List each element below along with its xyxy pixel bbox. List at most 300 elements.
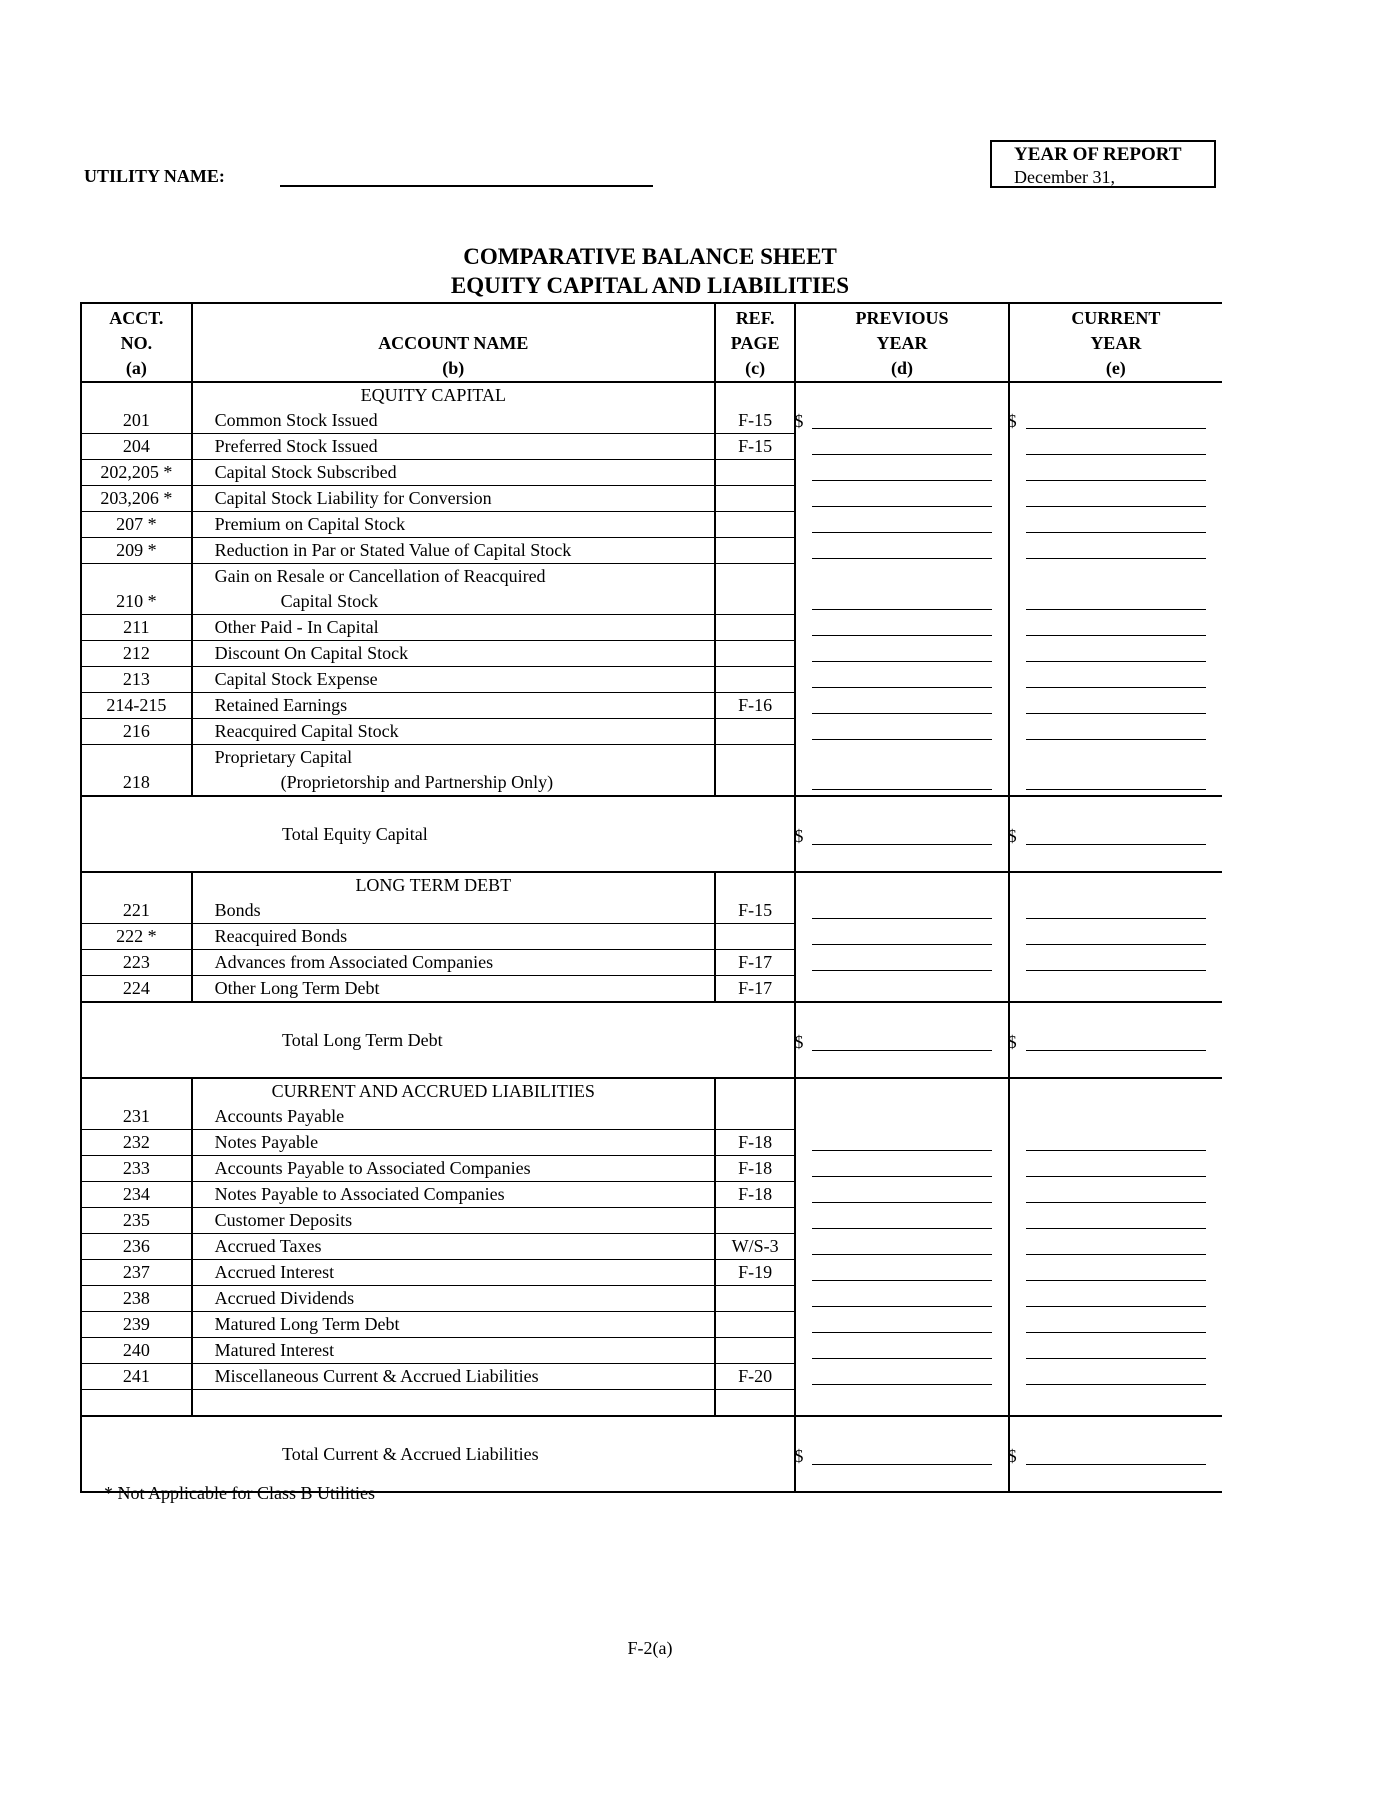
previous-year-amount[interactable] xyxy=(795,1234,1008,1260)
account-name-text: Gain on Resale or Cancellation of Reacquired xyxy=(214,566,546,586)
account-name xyxy=(192,641,715,667)
amount-input-line[interactable] xyxy=(1026,739,1206,740)
account-row xyxy=(81,1286,1222,1312)
current-year-amount[interactable] xyxy=(1009,1104,1222,1130)
account-name xyxy=(192,1364,715,1390)
account-name-text: Notes Payable xyxy=(214,1132,319,1152)
current-year-amount[interactable] xyxy=(1009,512,1222,538)
previous-year-amount[interactable] xyxy=(795,641,1008,667)
amount-input-line[interactable] xyxy=(1026,1176,1206,1177)
account-row xyxy=(81,1130,1222,1156)
account-row xyxy=(81,667,1222,693)
acct-no xyxy=(81,1390,192,1417)
total-previous-year[interactable] xyxy=(795,796,1008,872)
amount-input-line[interactable] xyxy=(812,454,991,455)
amount-input-line[interactable] xyxy=(1026,1254,1206,1255)
amount-input-line[interactable] xyxy=(812,789,991,790)
acct-no: 202,205 * xyxy=(81,460,192,486)
account-name-text: Retained Earnings xyxy=(214,695,348,715)
amount-input-line[interactable] xyxy=(1026,687,1206,688)
ref-page: F-17 xyxy=(715,950,795,976)
account-name-text: Reacquired Bonds xyxy=(214,926,348,946)
account-row xyxy=(81,1312,1222,1338)
amount-input-line[interactable] xyxy=(1026,1384,1206,1385)
account-row xyxy=(81,1338,1222,1364)
current-year-cell xyxy=(1009,1078,1222,1104)
acct-no: 231 xyxy=(81,1104,192,1130)
account-row xyxy=(81,408,1222,434)
ref-page-cell xyxy=(715,1078,795,1104)
ref-page xyxy=(715,460,795,486)
acct-no: 216 xyxy=(81,719,192,745)
account-name-text: Accounts Payable xyxy=(214,1106,345,1126)
current-year-amount[interactable] xyxy=(1009,1390,1222,1417)
previous-year-amount[interactable] xyxy=(795,719,1008,745)
section-heading: LONG TERM DEBT xyxy=(192,872,715,898)
amount-input-line[interactable] xyxy=(812,1228,991,1229)
total-current-year[interactable] xyxy=(1009,1416,1222,1492)
acct-no: 214-215 xyxy=(81,693,192,719)
amount-input-line[interactable] xyxy=(812,1384,991,1385)
acct-no: 209 * xyxy=(81,538,192,564)
account-name xyxy=(192,460,715,486)
amount-input-line[interactable] xyxy=(812,1306,991,1307)
current-year-amount[interactable] xyxy=(1009,486,1222,512)
account-name xyxy=(192,1234,715,1260)
account-row xyxy=(81,1104,1222,1130)
account-row xyxy=(81,1260,1222,1286)
previous-year-amount[interactable] xyxy=(795,615,1008,641)
header-previous-year: PREVIOUS YEAR (d) xyxy=(795,303,1008,382)
acct-no: 203,206 * xyxy=(81,486,192,512)
current-year-amount[interactable] xyxy=(1009,641,1222,667)
dollar-sign: $ xyxy=(1007,1446,1017,1466)
ref-page xyxy=(715,719,795,745)
ref-page xyxy=(715,1286,795,1312)
amount-input-line[interactable] xyxy=(812,713,991,714)
previous-year-amount[interactable] xyxy=(795,924,1008,950)
previous-year-amount[interactable] xyxy=(795,898,1008,924)
previous-year-amount[interactable] xyxy=(795,950,1008,976)
account-row xyxy=(81,950,1222,976)
amount-input-line[interactable] xyxy=(1026,1358,1206,1359)
acct-no: 213 xyxy=(81,667,192,693)
previous-year-amount[interactable] xyxy=(795,1338,1008,1364)
dollar-sign: $ xyxy=(794,1032,804,1052)
amount-input-line[interactable] xyxy=(1026,1464,1206,1465)
ref-page: F-17 xyxy=(715,976,795,1003)
account-name-text: Capital Stock Expense xyxy=(214,669,378,689)
acct-no: 218 xyxy=(81,745,192,797)
account-row xyxy=(81,1208,1222,1234)
amount-input-line[interactable] xyxy=(812,1332,991,1333)
amount-input-line[interactable] xyxy=(812,661,991,662)
amount-input-line[interactable] xyxy=(812,1464,991,1465)
previous-year-cell xyxy=(795,1078,1008,1104)
acct-no: 201 xyxy=(81,408,192,434)
amount-input-line[interactable] xyxy=(1026,1050,1206,1051)
amount-input-line[interactable] xyxy=(1026,506,1206,507)
acct-no: 235 xyxy=(81,1208,192,1234)
account-name xyxy=(192,1156,715,1182)
current-year-amount[interactable] xyxy=(1009,1208,1222,1234)
acct-no: 212 xyxy=(81,641,192,667)
account-name-text: Notes Payable to Associated Companies xyxy=(214,1184,505,1204)
previous-year-amount[interactable] xyxy=(795,1260,1008,1286)
account-name-text: Capital Stock Subscribed xyxy=(214,462,397,482)
previous-year-amount[interactable] xyxy=(795,693,1008,719)
current-year-amount[interactable] xyxy=(1009,538,1222,564)
account-name-text: Premium on Capital Stock xyxy=(214,514,406,534)
amount-input-line[interactable] xyxy=(812,687,991,688)
previous-year-amount[interactable] xyxy=(795,486,1008,512)
current-year-amount[interactable] xyxy=(1009,1234,1222,1260)
account-name-text: Accrued Dividends xyxy=(214,1288,355,1308)
account-name xyxy=(192,615,715,641)
footnote: * Not Applicable for Class B Utilities xyxy=(104,1483,375,1503)
current-year-amount[interactable] xyxy=(1009,1182,1222,1208)
acct-no: 222 * xyxy=(81,924,192,950)
acct-no: 207 * xyxy=(81,512,192,538)
account-name-continued: (Proprietorship and Partnership Only) xyxy=(280,772,554,792)
amount-input-line[interactable] xyxy=(1026,532,1206,533)
ref-page: F-18 xyxy=(715,1130,795,1156)
acct-no-cell xyxy=(81,1078,192,1104)
current-year-amount[interactable] xyxy=(1009,408,1222,434)
amount-input-line[interactable] xyxy=(812,918,991,919)
amount-input-line[interactable] xyxy=(812,970,991,971)
section-heading-row xyxy=(81,382,1222,408)
previous-year-amount[interactable] xyxy=(795,512,1008,538)
account-row xyxy=(81,1156,1222,1182)
ref-page xyxy=(715,538,795,564)
account-name xyxy=(192,898,715,924)
account-row xyxy=(81,538,1222,564)
header-acct-no: ACCT. NO. (a) xyxy=(81,303,192,382)
account-name-text: Customer Deposits xyxy=(214,1210,353,1230)
amount-input-line[interactable] xyxy=(812,558,991,559)
account-row xyxy=(81,641,1222,667)
current-year-amount[interactable] xyxy=(1009,924,1222,950)
amount-input-line[interactable] xyxy=(1026,609,1206,610)
ref-page xyxy=(715,512,795,538)
previous-year-cell xyxy=(795,382,1008,408)
dollar-sign: $ xyxy=(1007,826,1017,846)
section-heading-row xyxy=(81,1078,1222,1104)
total-label: Total Equity Capital xyxy=(81,796,795,872)
acct-no: 239 xyxy=(81,1312,192,1338)
ref-page xyxy=(715,1312,795,1338)
amount-input-line[interactable] xyxy=(1026,635,1206,636)
ref-page xyxy=(715,564,795,615)
header-ref-page: REF. PAGE (c) xyxy=(715,303,795,382)
ref-page xyxy=(715,486,795,512)
account-row xyxy=(81,693,1222,719)
utility-name-field[interactable] xyxy=(280,185,653,187)
acct-no: 210 * xyxy=(81,564,192,615)
acct-no-cell xyxy=(81,382,192,408)
account-row xyxy=(81,1390,1222,1417)
amount-input-line[interactable] xyxy=(1026,970,1206,971)
amount-input-line[interactable] xyxy=(1026,844,1206,845)
page-number: F-2(a) xyxy=(627,1638,673,1658)
current-year-cell xyxy=(1009,872,1222,898)
total-previous-year[interactable] xyxy=(795,1416,1008,1492)
account-name-text: Other Paid - In Capital xyxy=(214,617,379,637)
amount-input-line[interactable] xyxy=(812,1254,991,1255)
ref-page: W/S-3 xyxy=(715,1234,795,1260)
account-name xyxy=(192,1312,715,1338)
account-row xyxy=(81,976,1222,1003)
amount-input-line[interactable] xyxy=(1026,1332,1206,1333)
section-heading: CURRENT AND ACCRUED LIABILITIES xyxy=(192,1078,715,1104)
amount-input-line[interactable] xyxy=(812,1202,991,1203)
account-name xyxy=(192,745,715,797)
ref-page: F-18 xyxy=(715,1156,795,1182)
ref-page xyxy=(715,1338,795,1364)
amount-input-line[interactable] xyxy=(812,944,991,945)
year-of-report-title: YEAR OF REPORT xyxy=(1014,144,1182,165)
current-year-amount[interactable] xyxy=(1009,564,1222,615)
acct-no: 237 xyxy=(81,1260,192,1286)
account-name-text: Accrued Taxes xyxy=(214,1236,322,1256)
previous-year-amount[interactable] xyxy=(795,564,1008,615)
current-year-amount[interactable] xyxy=(1009,1156,1222,1182)
current-year-amount[interactable] xyxy=(1009,1286,1222,1312)
previous-year-amount[interactable] xyxy=(795,1130,1008,1156)
previous-year-amount[interactable] xyxy=(795,667,1008,693)
current-year-amount[interactable] xyxy=(1009,434,1222,460)
account-name-text: Advances from Associated Companies xyxy=(214,952,494,972)
current-year-amount[interactable] xyxy=(1009,1364,1222,1390)
page-title: COMPARATIVE BALANCE SHEET xyxy=(463,244,837,269)
dollar-sign: $ xyxy=(794,410,804,431)
account-name xyxy=(192,512,715,538)
account-name xyxy=(192,976,715,1003)
dollar-sign: $ xyxy=(794,1446,804,1466)
account-name-text: Bonds xyxy=(214,900,261,920)
amount-input-line[interactable] xyxy=(1026,1280,1206,1281)
year-of-report-box xyxy=(990,140,1216,188)
ref-page: F-16 xyxy=(715,693,795,719)
ref-page-cell xyxy=(715,872,795,898)
current-year-amount[interactable] xyxy=(1009,898,1222,924)
account-name xyxy=(192,1208,715,1234)
amount-input-line[interactable] xyxy=(812,428,991,429)
current-year-amount[interactable] xyxy=(1009,950,1222,976)
amount-input-line[interactable] xyxy=(1026,944,1206,945)
amount-input-line[interactable] xyxy=(1026,713,1206,714)
acct-no: 204 xyxy=(81,434,192,460)
account-name xyxy=(192,538,715,564)
current-year-amount[interactable] xyxy=(1009,615,1222,641)
previous-year-amount[interactable] xyxy=(795,1390,1008,1417)
account-name xyxy=(192,1390,715,1417)
acct-no-cell xyxy=(81,872,192,898)
amount-input-line[interactable] xyxy=(812,1176,991,1177)
ref-page xyxy=(715,641,795,667)
previous-year-amount[interactable] xyxy=(795,1182,1008,1208)
ref-page xyxy=(715,1390,795,1417)
account-name xyxy=(192,1338,715,1364)
account-name xyxy=(192,564,715,615)
previous-year-amount[interactable] xyxy=(795,538,1008,564)
account-name-text: Miscellaneous Current & Accrued Liabilities xyxy=(214,1366,539,1386)
section-heading-row xyxy=(81,872,1222,898)
amount-input-line[interactable] xyxy=(1026,480,1206,481)
account-name-text: Capital Stock Liability for Conversion xyxy=(214,488,492,508)
amount-input-line[interactable] xyxy=(1026,661,1206,662)
account-name xyxy=(192,434,715,460)
ref-page: F-18 xyxy=(715,1182,795,1208)
amount-input-line[interactable] xyxy=(1026,454,1206,455)
acct-no: 224 xyxy=(81,976,192,1003)
current-year-amount[interactable] xyxy=(1009,460,1222,486)
dollar-sign: $ xyxy=(794,826,804,846)
account-name xyxy=(192,1260,715,1286)
amount-input-line[interactable] xyxy=(812,844,991,845)
acct-no: 221 xyxy=(81,898,192,924)
ref-page xyxy=(715,1208,795,1234)
amount-input-line[interactable] xyxy=(812,1050,991,1051)
account-row xyxy=(81,745,1222,797)
account-name-text: Discount On Capital Stock xyxy=(214,643,409,663)
account-name-text: Reacquired Capital Stock xyxy=(214,721,399,741)
account-name xyxy=(192,667,715,693)
acct-no: 240 xyxy=(81,1338,192,1364)
previous-year-amount[interactable] xyxy=(795,1364,1008,1390)
utility-name-label: UTILITY NAME: xyxy=(84,166,225,186)
total-previous-year[interactable] xyxy=(795,1002,1008,1078)
dollar-sign: $ xyxy=(1007,1032,1017,1052)
total-label: Total Current & Accrued Liabilities xyxy=(81,1416,795,1492)
account-name-text: Accrued Interest xyxy=(214,1262,335,1282)
amount-input-line[interactable] xyxy=(812,480,991,481)
account-name-text: Other Long Term Debt xyxy=(214,978,380,998)
account-name xyxy=(192,486,715,512)
account-row xyxy=(81,564,1222,615)
acct-no: 223 xyxy=(81,950,192,976)
account-name-text: Proprietary Capital xyxy=(214,747,353,767)
previous-year-amount[interactable] xyxy=(795,1208,1008,1234)
account-row xyxy=(81,719,1222,745)
amount-input-line[interactable] xyxy=(1026,1228,1206,1229)
account-name-text: Preferred Stock Issued xyxy=(214,436,378,456)
previous-year-amount[interactable] xyxy=(795,460,1008,486)
amount-input-line[interactable] xyxy=(812,635,991,636)
account-row xyxy=(81,1182,1222,1208)
year-of-report-date[interactable]: December 31, xyxy=(1014,167,1115,187)
current-year-amount[interactable] xyxy=(1009,1130,1222,1156)
total-row xyxy=(81,1416,1222,1492)
current-year-amount[interactable] xyxy=(1009,667,1222,693)
total-row xyxy=(81,1002,1222,1078)
account-name xyxy=(192,1182,715,1208)
ref-page: F-19 xyxy=(715,1260,795,1286)
header-current-year: CURRENT YEAR (e) xyxy=(1009,303,1222,382)
section-heading: EQUITY CAPITAL xyxy=(192,382,715,408)
account-name-text: Reduction in Par or Stated Value of Capital Stock xyxy=(214,540,572,560)
amount-input-line[interactable] xyxy=(1026,1150,1206,1151)
ref-page xyxy=(715,667,795,693)
amount-input-line[interactable] xyxy=(812,609,991,610)
account-row xyxy=(81,512,1222,538)
acct-no: 211 xyxy=(81,615,192,641)
account-name-continued: Capital Stock xyxy=(280,591,379,611)
previous-year-cell xyxy=(795,872,1008,898)
previous-year-amount[interactable] xyxy=(795,1156,1008,1182)
amount-input-line[interactable] xyxy=(812,506,991,507)
total-row xyxy=(81,796,1222,872)
current-year-amount[interactable] xyxy=(1009,1260,1222,1286)
account-name-text: Accounts Payable to Associated Companies xyxy=(214,1158,531,1178)
previous-year-amount[interactable] xyxy=(795,434,1008,460)
current-year-amount[interactable] xyxy=(1009,1312,1222,1338)
amount-input-line[interactable] xyxy=(1026,1306,1206,1307)
ref-page: F-15 xyxy=(715,898,795,924)
header-account-name: ACCOUNT NAME (b) xyxy=(192,303,715,382)
account-name-text: Matured Long Term Debt xyxy=(214,1314,400,1334)
previous-year-amount[interactable] xyxy=(795,1286,1008,1312)
previous-year-amount[interactable] xyxy=(795,976,1008,1003)
account-row xyxy=(81,1364,1222,1390)
account-name xyxy=(192,693,715,719)
amount-input-line[interactable] xyxy=(812,739,991,740)
amount-input-line[interactable] xyxy=(1026,789,1206,790)
account-name xyxy=(192,950,715,976)
current-year-amount[interactable] xyxy=(1009,719,1222,745)
previous-year-amount[interactable] xyxy=(795,408,1008,434)
acct-no: 241 xyxy=(81,1364,192,1390)
acct-no: 232 xyxy=(81,1130,192,1156)
header-row xyxy=(81,303,1222,382)
amount-input-line[interactable] xyxy=(812,1150,991,1151)
amount-input-line[interactable] xyxy=(812,1280,991,1281)
amount-input-line[interactable] xyxy=(812,532,991,533)
total-label: Total Long Term Debt xyxy=(81,1002,795,1078)
previous-year-amount[interactable] xyxy=(795,1312,1008,1338)
account-name-text: Common Stock Issued xyxy=(214,410,378,430)
total-current-year[interactable] xyxy=(1009,1002,1222,1078)
current-year-amount[interactable] xyxy=(1009,976,1222,1003)
account-name xyxy=(192,1104,715,1130)
account-row xyxy=(81,1234,1222,1260)
account-row xyxy=(81,898,1222,924)
account-row xyxy=(81,434,1222,460)
current-year-amount[interactable] xyxy=(1009,693,1222,719)
ref-page: F-15 xyxy=(715,434,795,460)
current-year-amount[interactable] xyxy=(1009,745,1222,797)
ref-page xyxy=(715,745,795,797)
amount-input-line[interactable] xyxy=(1026,558,1206,559)
current-year-cell xyxy=(1009,382,1222,408)
amount-input-line[interactable] xyxy=(812,1358,991,1359)
account-name xyxy=(192,1286,715,1312)
ref-page xyxy=(715,924,795,950)
account-row xyxy=(81,460,1222,486)
account-name xyxy=(192,719,715,745)
amount-input-line[interactable] xyxy=(1026,428,1206,429)
account-row xyxy=(81,924,1222,950)
amount-input-line[interactable] xyxy=(1026,918,1206,919)
total-current-year[interactable] xyxy=(1009,796,1222,872)
previous-year-amount[interactable] xyxy=(795,745,1008,797)
amount-input-line[interactable] xyxy=(1026,1202,1206,1203)
account-name-text: Matured Interest xyxy=(214,1340,335,1360)
previous-year-amount[interactable] xyxy=(795,1104,1008,1130)
current-year-amount[interactable] xyxy=(1009,1338,1222,1364)
balance-sheet-table xyxy=(80,302,1222,1493)
